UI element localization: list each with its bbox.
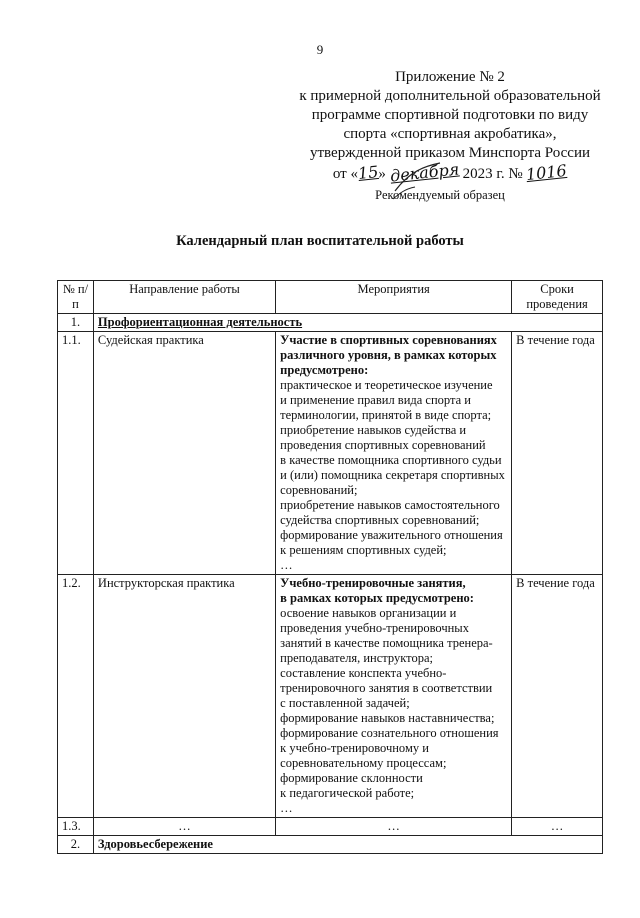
- appendix-line: Приложение № 2: [395, 69, 505, 85]
- appendix-line: утвержденной приказом Минспорта России: [310, 145, 590, 161]
- events-bold-heading: Участие в спортивных соревнованиях различного уровня, в рамках которых предусмотрено:: [280, 333, 497, 377]
- section-title: Здоровьесбережение: [93, 836, 602, 854]
- row-timing: …: [512, 818, 603, 836]
- row-timing: В течение года: [512, 575, 603, 818]
- table-row: [58, 575, 603, 818]
- row-direction: Инструкторская практика: [93, 575, 275, 818]
- appendix-line: спорта «спортивная акробатика»,: [343, 126, 557, 142]
- row-num: 1.2.: [58, 575, 94, 818]
- row-events: [276, 332, 512, 575]
- event-line: преподавателя, инструктора;: [280, 651, 433, 665]
- event-line: формирование склонности: [280, 771, 423, 785]
- header-num: № п/п: [58, 281, 94, 314]
- event-line: занятий в качестве помощника тренера-: [280, 636, 493, 650]
- event-line: формирование уважительного отношения: [280, 528, 503, 542]
- section-num: 1.: [58, 314, 94, 332]
- event-line: проведения спортивных соревнований: [280, 438, 486, 452]
- handwritten-number: 1016: [525, 160, 569, 185]
- event-line: терминологии, принятой в виде спорта;: [280, 408, 492, 422]
- header-direction: Направление работы: [93, 281, 275, 314]
- handwritten-month: декабря: [388, 159, 460, 186]
- event-line: к решениям спортивных судей;: [280, 543, 447, 557]
- event-line: в качестве помощника спортивного судьи: [280, 453, 502, 467]
- events-bold-heading: Учебно-тренировочные занятия,: [280, 576, 466, 590]
- section-row: [58, 314, 603, 332]
- event-line: …: [280, 558, 293, 572]
- event-line: и (или) помощника секретаря спортивных: [280, 468, 505, 482]
- section-num: 2.: [58, 836, 94, 854]
- order-year: 2023 г. №: [462, 166, 523, 182]
- table-header-row: [58, 281, 603, 314]
- page-number: 9: [316, 42, 324, 57]
- section-row: [58, 836, 603, 854]
- event-line: практическое и теоретическое изучение: [280, 378, 493, 392]
- event-line: проведения учебно-тренировочных: [280, 621, 469, 635]
- table-row: [58, 818, 603, 836]
- event-line: …: [280, 801, 293, 815]
- row-events: [276, 575, 512, 818]
- date-prefix: от «: [332, 166, 358, 182]
- event-line: тренировочного занятия в соответствии: [280, 681, 493, 695]
- sample-label: Рекомендуемый образец: [375, 188, 505, 202]
- event-line: освоение навыков организации и: [280, 606, 457, 620]
- appendix-header: [290, 68, 610, 184]
- appendix-line: программе спортивной подготовки по виду: [311, 107, 589, 123]
- event-line: формирование навыков наставничества;: [280, 711, 495, 725]
- event-line: соревновательному процессам;: [280, 756, 447, 770]
- header-events: Мероприятия: [276, 281, 512, 314]
- event-line: формирование сознательного отношения: [280, 726, 499, 740]
- event-line: к педагогической работе;: [280, 786, 415, 800]
- row-num: 1.3.: [58, 818, 94, 836]
- appendix-line: к примерной дополнительной образовательной: [299, 88, 601, 104]
- row-direction: …: [93, 818, 275, 836]
- event-line: составление конспекта учебно-: [280, 666, 447, 680]
- calendar-plan-table: [57, 280, 603, 854]
- row-num: 1.1.: [58, 332, 94, 575]
- header-timing: Сроки проведения: [512, 281, 603, 314]
- event-line: и применение правил вида спорта и: [280, 393, 471, 407]
- order-date-line: [290, 159, 610, 186]
- event-line: соревнований;: [280, 483, 358, 497]
- date-mid: »: [378, 166, 386, 182]
- event-line: судейства спортивных соревнований;: [280, 513, 480, 527]
- row-timing: В течение года: [512, 332, 603, 575]
- events-bold-heading: в рамках которых предусмотрено:: [280, 591, 474, 605]
- event-line: к учебно-тренировочному и: [280, 741, 429, 755]
- document-title: Календарный план воспитательной работы: [176, 233, 464, 249]
- table-row: [58, 332, 603, 575]
- handwritten-day: 15: [357, 161, 380, 184]
- event-line: приобретение навыков судейства и: [280, 423, 467, 437]
- row-events: …: [276, 818, 512, 836]
- event-line: с поставленной задачей;: [280, 696, 410, 710]
- section-title: Профориентационная деятельность: [93, 314, 602, 332]
- row-direction: Судейская практика: [93, 332, 275, 575]
- event-line: приобретение навыков самостоятельного: [280, 498, 500, 512]
